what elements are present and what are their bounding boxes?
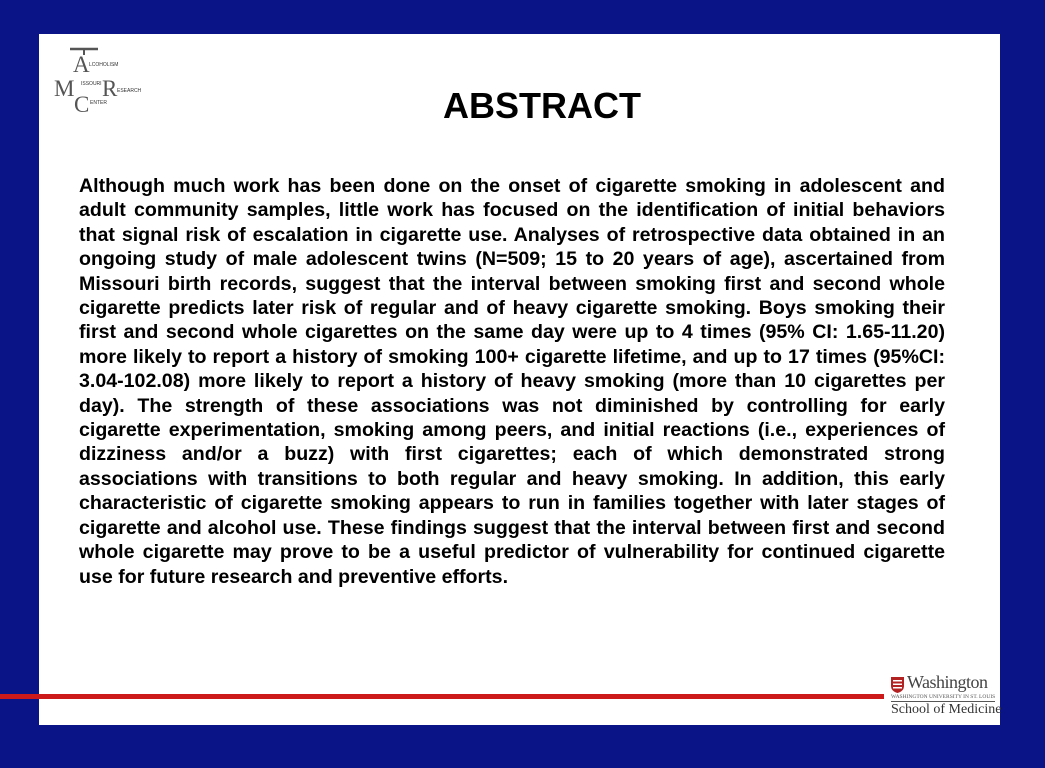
page-title: ABSTRACT	[443, 85, 641, 126]
logo-word-research: ESEARCH	[117, 88, 142, 94]
university-subtitle: WASHINGTON UNIVERSITY IN ST. LOUIS	[891, 694, 996, 700]
school-name: School of Medicine	[891, 702, 1002, 717]
logo-letter-r: R	[102, 76, 118, 101]
logo-word-alcoholism: LCOHOLISM	[89, 62, 119, 68]
abstract-text: Although much work has been done on the onset of cigarette smoking in adolescent and adult community samples, little work has focused on the identification of initial behaviors that signal risk of escalation in cigarette use. Analyses of retrospective data obtained in an ongoing study of male adolescent twins (N=509; 15 to 20 years of age), ascertained from Missouri birth records, suggest that the interval between smoking first and second whole cigarette predicts later risk of regular and of heavy cigarette smoking. Boys smoking their first and second whole cigarettes on the same day were up to 4 times (95% CI: 1.65-11.20) more likely to report a history of smoking 100+ cigarette lifetime, and up to 17 times (95%CI: 3.04-102.08) more likely to report a history of heavy smoking (more than 10 cigarettes per day). The strength of these associations was not diminished by controlling for early cigarette experimentation, smoking among peers, and initial reactions (i.e., experiences of dizziness and/or a buzz) with first cigarettes; each of which demonstrated strong associations with transitions to both regular and heavy smoking. In addition, this early characteristic of cigarette smoking appears to run in families together with later stages of cigarette and alcohol use. These findings suggest that the interval between first and second whole cigarette may prove to be a useful predictor of vulnerability for continued cigarette use for future research and preventive efforts.	[79, 175, 945, 588]
logo-letter-c: C	[74, 92, 90, 117]
logo-letter-a: A	[73, 52, 90, 77]
washington-university-logo	[888, 672, 1002, 720]
logo-letter-m: M	[54, 76, 75, 101]
logo-word-missouri: ISSOURI	[81, 81, 102, 87]
shield-icon	[891, 677, 904, 693]
logo-word-center: ENTER	[90, 100, 107, 106]
university-name: Washington	[907, 672, 988, 692]
accent-divider	[0, 694, 884, 699]
